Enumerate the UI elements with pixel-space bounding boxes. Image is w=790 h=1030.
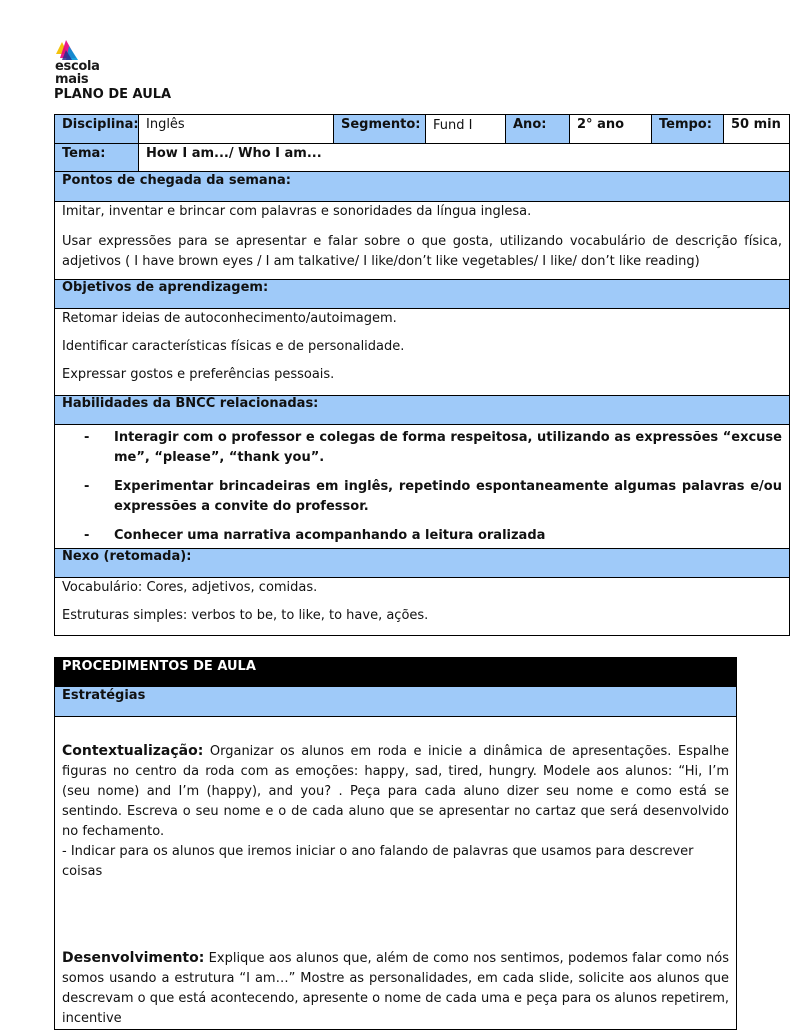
procedimentos-table bbox=[54, 657, 737, 1030]
objetivos-header: Objetivos de aprendizagem: bbox=[55, 280, 790, 309]
document-title: PLANO DE AULA bbox=[54, 87, 172, 102]
ano-value: 2° ano bbox=[570, 115, 652, 144]
segmento-label: Segmento: bbox=[334, 115, 426, 144]
desenvolvimento-label: Desenvolvimento: bbox=[62, 950, 205, 966]
procedimentos-header: PROCEDIMENTOS DE AULA bbox=[55, 658, 737, 687]
estrategias-header: Estratégias bbox=[55, 687, 737, 717]
nexo-header: Nexo (retomada): bbox=[55, 549, 790, 578]
segmento-value: Fund I bbox=[426, 115, 506, 144]
objetivos-content bbox=[55, 309, 790, 396]
habilidade-text: Experimentar brincadeiras em inglês, repetindo espontaneamente algumas palavras e/ou expressões a convite do professor. bbox=[114, 479, 782, 514]
pontos-header: Pontos de chegada da semana: bbox=[55, 172, 790, 202]
contextualizacao-label: Contextualização: bbox=[62, 743, 204, 759]
list-dash: - bbox=[84, 430, 90, 445]
lesson-plan-table bbox=[54, 114, 790, 636]
habilidade-item bbox=[62, 526, 782, 546]
nexo-content bbox=[55, 578, 790, 636]
desenvolvimento-paragraph bbox=[62, 948, 729, 1029]
disciplina-value: Inglês bbox=[139, 115, 334, 144]
logo-word-escola: escola bbox=[55, 59, 100, 74]
habilidades-content bbox=[55, 425, 790, 549]
habilidade-item bbox=[62, 428, 782, 468]
tempo-value: 50 min bbox=[724, 115, 790, 144]
escola-mais-logo bbox=[54, 40, 134, 90]
objetivo-item: Identificar características físicas e de personalidade. bbox=[62, 339, 405, 354]
nexo-item: Vocabulário: Cores, adjetivos, comidas. bbox=[62, 580, 318, 595]
nexo-item: Estruturas simples: verbos to be, to like, to have, ações. bbox=[62, 608, 429, 623]
contextualizacao-paragraph bbox=[62, 741, 729, 842]
logo-word-mais: mais bbox=[55, 72, 89, 87]
habilidade-text: Conhecer uma narrativa acompanhando a leitura oralizada bbox=[114, 528, 546, 543]
tema-value: How I am.../ Who I am... bbox=[139, 144, 790, 172]
contextualizacao-note: - Indicar para os alunos que iremos iniciar o ano falando de palavras que usamos para descrever coisas bbox=[62, 844, 694, 879]
habilidade-text: Interagir com o professor e colegas de forma respeitosa, utilizando as expressões “excuse me”, “please”, “thank you”. bbox=[114, 430, 782, 465]
habilidades-header: Habilidades da BNCC relacionadas: bbox=[55, 396, 790, 425]
desenvolvimento-text: Explique aos alunos que, além de como nos sentimos, podemos falar como nós somos usando a estrutura “I am…” Mostre as personalidades, em cada slide, solicite aos alunos que descrevam o que está acontecendo, apresente o nome de cada uma e peça para os alunos repetirem, incentive bbox=[62, 951, 729, 1026]
contextualizacao-text: Organizar os alunos em roda e inicie a dinâmica de apresentações. Espalhe figuras no centro da roda com as emoções: happy, sad, tired, hungry. Modele aos alunos: “Hi, I’m (seu nome) and I’m (happy), and you? . Peça para cada aluno dizer seu nome e como está se sentindo. Escreva o seu nome e o de cada aluno que se apresentar no cartaz que será desenvolvido no fechamento. bbox=[62, 744, 729, 839]
ano-label: Ano: bbox=[506, 115, 570, 144]
objetivo-item: Expressar gostos e preferências pessoais. bbox=[62, 367, 335, 382]
list-dash: - bbox=[84, 528, 90, 543]
pontos-content bbox=[55, 202, 790, 280]
pontos-paragraph-1: Imitar, inventar e brincar com palavras e sonoridades da língua inglesa. bbox=[62, 204, 532, 219]
tema-label: Tema: bbox=[55, 144, 139, 172]
objetivo-item: Retomar ideias de autoconhecimento/autoimagem. bbox=[62, 311, 397, 326]
pontos-paragraph-2: Usar expressões para se apresentar e falar sobre o que gosta, utilizando vocabulário de descrição física, adjetivos ( I have brown eyes / I am talkative/ I like/don’t like vegetables/ I like/ don’t like reading) bbox=[62, 234, 782, 269]
disciplina-label: Disciplina: bbox=[55, 115, 139, 144]
habilidade-item bbox=[62, 477, 782, 517]
list-dash: - bbox=[84, 479, 90, 494]
estrategias-content bbox=[55, 717, 737, 1030]
tempo-label: Tempo: bbox=[652, 115, 724, 144]
